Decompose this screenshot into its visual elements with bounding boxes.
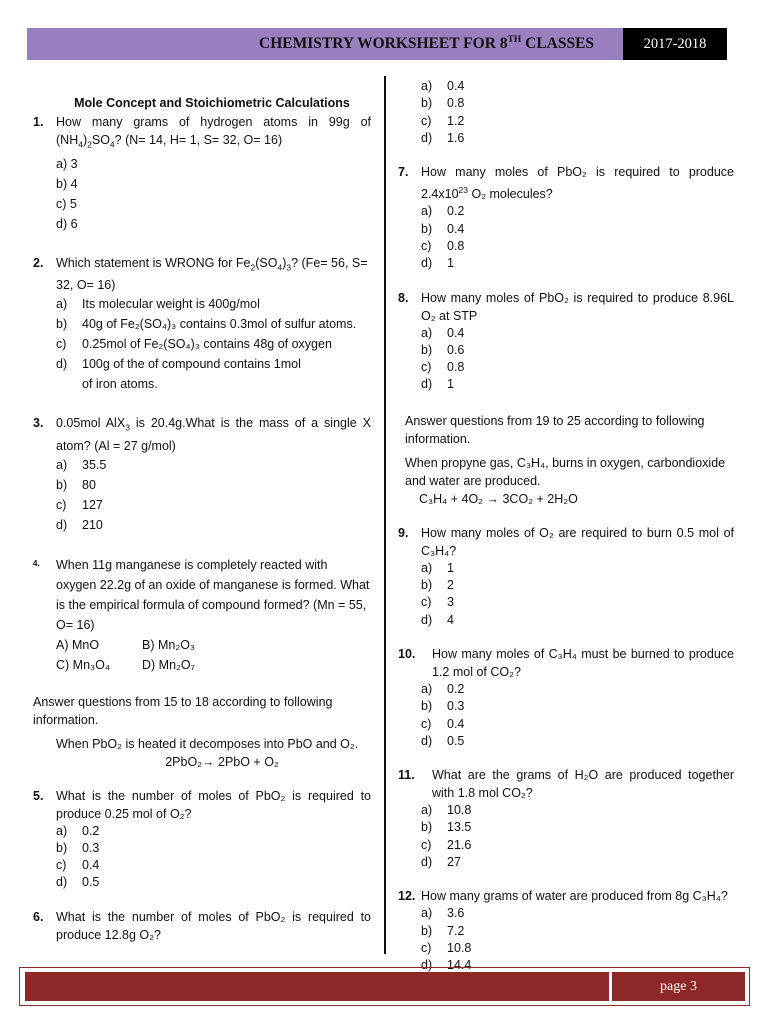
question-text: What is the number of moles of PbO₂ is required to produce 12.8g O₂?: [56, 909, 371, 942]
question-6: [33, 908, 371, 944]
worksheet-title: CHEMISTRY WORKSHEET FOR 8TH CLASSES: [259, 35, 595, 53]
option-c: c) 0.8: [421, 360, 465, 375]
question-number: 8.: [398, 290, 409, 305]
question-number: 11.: [398, 768, 415, 783]
option-b: b) 0.3: [421, 699, 465, 714]
footer-band: [25, 972, 609, 1001]
option-d: d) 0.5: [421, 733, 465, 748]
option-d: d) 27: [421, 854, 461, 869]
question-text: How many grams of water are produced from 8g C₃H₄?: [421, 889, 728, 904]
option-b: b) 80: [56, 477, 96, 492]
option-a: a) 10.8: [421, 803, 472, 818]
question-9: [398, 524, 734, 629]
option-a: a) 35.5: [56, 457, 107, 472]
question-text: When 11g manganese is completely reacted with oxygen 22.2g of an oxide of manganese is formed. What is the empirical formula of compound formed? (Mn = 55, O= 16): [56, 557, 370, 632]
option-b: b) 40g of Fe₂(SO₄)₃ contains 0.3mol of sulfur atoms.: [56, 317, 357, 331]
option-c: c) 0.4: [56, 858, 100, 873]
option-d: d) 1.6: [421, 130, 465, 145]
option-b: b) 0.6: [421, 342, 465, 357]
question-4: [33, 555, 371, 675]
question-text: What are the grams of H₂O are produced together with 1.8 mol CO₂?: [432, 768, 734, 801]
option-d: d) 210: [56, 517, 103, 532]
option-a: a) 0.4: [421, 79, 465, 93]
option-a: A) MnO: [56, 637, 100, 652]
option-c: C) Mn₃O₄: [56, 657, 110, 672]
reaction-equation: 2PbO₂→ 2PbO + O₂: [165, 754, 279, 769]
question-12: [398, 887, 734, 974]
option-a: a) 0.2: [421, 681, 465, 696]
question-text: What is the number of moles of PbO₂ is required to produce 0.25 mol of O₂?: [56, 788, 371, 821]
option-d: d) 4: [421, 612, 454, 627]
info-instruction: Answer questions from 19 to 25 according to following information.: [405, 413, 705, 446]
question-number: 10.: [398, 646, 416, 661]
option-d: d) 14.4: [421, 958, 472, 973]
option-a: a) 0.2: [56, 823, 100, 838]
question-text: How many moles of O₂ are required to burn 0.5 mol of C₃H₄?: [421, 525, 734, 558]
option-b: b) 4: [56, 176, 78, 191]
option-b: b) 0.3: [56, 840, 100, 855]
option-c: c) 10.8: [421, 940, 472, 955]
question-8: [398, 289, 734, 394]
page-number: page 3: [612, 972, 745, 1001]
question-3: [33, 414, 371, 535]
option-b: b) 0.8: [421, 96, 465, 111]
option-a: a) Its molecular weight is 400g/mol: [56, 297, 260, 311]
column-divider: [384, 76, 386, 954]
question-number: 12.: [398, 889, 416, 904]
question-number: 3.: [33, 416, 44, 430]
option-c: c) 0.25mol of Fe₂(SO₄)₃ contains 48g of oxygen: [56, 337, 332, 351]
option-d: D) Mn₂O₇: [142, 657, 195, 672]
info-instruction: Answer questions from 15 to 18 according to following information.: [33, 694, 333, 727]
left-column: [33, 94, 371, 944]
info-block-2: [398, 412, 734, 508]
question-number: 1.: [33, 115, 44, 129]
option-c: c) 0.4: [421, 716, 465, 731]
question-number: 2.: [33, 255, 44, 270]
option-a: a) 1: [421, 560, 454, 575]
option-c: c) 127: [56, 497, 103, 512]
option-a: a) 0.4: [421, 325, 465, 340]
option-c: c) 5: [56, 196, 77, 211]
option-b: b) 0.4: [421, 221, 465, 236]
info-description: When propyne gas, C₃H₄, burns in oxygen, carbondioxide and water are produced.: [405, 455, 726, 488]
question-text: Which statement is WRONG for $Fe_2(SO_4)_3$? (Fe= 56, S= 32, O= 16): [56, 255, 368, 292]
question-number: 7.: [398, 165, 409, 180]
right-column: [398, 78, 734, 974]
question-5: [33, 787, 371, 892]
option-b: b) 7.2: [421, 923, 465, 938]
info-block-1: [33, 693, 371, 771]
question-11: [398, 766, 734, 871]
option-a: a) 3.6: [421, 906, 465, 921]
question-6-options: [398, 78, 734, 147]
option-c: c) 21.6: [421, 837, 472, 852]
question-10: [398, 645, 734, 750]
option-b: B) Mn₂O₃: [142, 637, 196, 652]
option-c: c) 0.8: [421, 238, 465, 253]
question-number: 4.: [33, 558, 40, 568]
school-year: 2017-2018: [623, 28, 727, 60]
question-number: 9.: [398, 525, 409, 540]
question-number: 6.: [33, 909, 44, 924]
question-text: How many moles of C₃H₄ must be burned to produce 1.2 mol of CO₂?: [432, 646, 734, 679]
question-text: 0.05mol AlX$_3$ is 20.4g.What is the mass of a single X atom? (Al = 27 g/mol): [56, 416, 371, 453]
section-title: Mole Concept and Stoichiometric Calculations: [74, 96, 350, 110]
question-2: [33, 254, 371, 395]
option-b: b) 2: [421, 578, 454, 593]
info-description: When PbO₂ is heated it decomposes into PbO and O₂.: [56, 736, 359, 751]
question-7: [398, 163, 734, 272]
option-d: d) 0.5: [56, 875, 100, 890]
question-number: 5.: [33, 788, 44, 803]
option-c: c) 3: [421, 595, 454, 610]
option-d: d) 1: [421, 256, 454, 271]
option-b: b) 13.5: [421, 820, 472, 835]
option-c: c) 1.2: [421, 113, 465, 128]
option-d: d) 6: [56, 216, 78, 231]
question-1: [33, 113, 371, 234]
question-text: How many moles of PbO₂ is required to produce 8.96L O₂ at STP: [421, 290, 734, 323]
option-a: a) 0.2: [421, 204, 465, 219]
option-d: d) 100g of the of compound contains 1mol of iron atoms.: [56, 357, 301, 391]
question-text: How many grams of hydrogen atoms in 99g of $(NH_4)_2SO_4$? (N= 14, H= 1, S= 32, O= 16): [56, 115, 371, 150]
reaction-equation: C₃H₄ + 4O₂ → 3CO₂ + 2H₂O: [419, 491, 578, 506]
question-text: How many moles of PbO₂ is required to produce $2.4x10^{23}$ O₂ molecules?: [421, 165, 734, 202]
option-d: d) 1: [421, 377, 454, 392]
option-a: a) 3: [56, 156, 78, 171]
